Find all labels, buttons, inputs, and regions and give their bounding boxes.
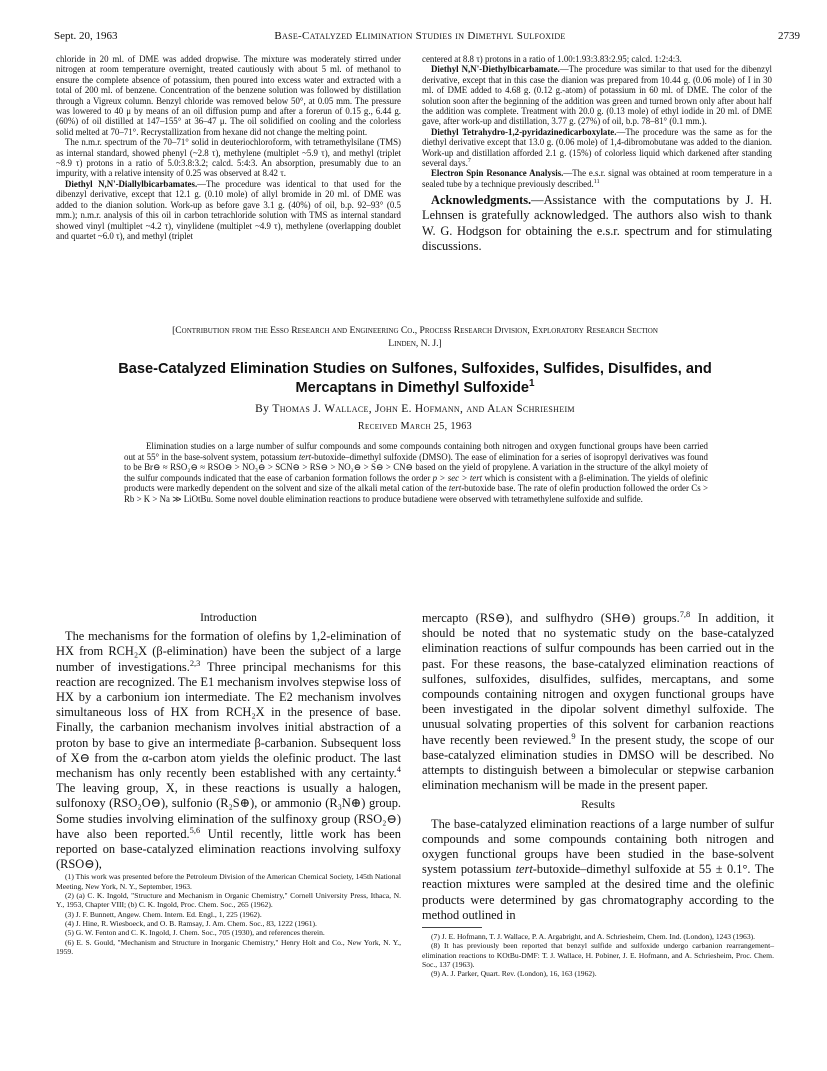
author-line [70, 403, 760, 415]
acknowledgments [422, 193, 772, 254]
abstract [124, 441, 708, 504]
abstract-italic: tert [298, 451, 312, 462]
footnote: (8) It has previously been reported that benzyl sulfide and sulfoxide undergo carbanion rearrangement–elimination reactions to KOtBu-DMF: T. J. Wallace, H. Pobiner, J. E. Hofmann, and A. Schriesheim, Proc. Chem. Soc., 137 (1963). [422, 941, 774, 969]
paragraph [422, 608, 774, 793]
footnote-rule [422, 927, 482, 928]
title-line: Base-Catalyzed Elimination Studies on Sulfones, Sulfoxides, Sulfides, Disulfides, and [118, 361, 712, 377]
contribution-line [70, 325, 760, 350]
footnotes [422, 927, 774, 978]
running-title: Base-Catalyzed Elimination Studies in Dimethyl Sulfoxide [274, 30, 566, 42]
abstract-italic: p > sec > tert [432, 472, 483, 483]
paragraph-italic: tert [515, 862, 533, 877]
footnote: (3) J. F. Bunnett, Angew. Chem. Intern. Ed. Engl., 1, 225 (1962). [65, 909, 262, 919]
footnote: (6) E. S. Gould, "Mechanism and Structure in Inorganic Chemistry," Henry Holt and Co., New York, N. Y., 1959. [56, 937, 401, 956]
introduction-column [56, 611, 401, 956]
subsection-heading: Diethyl N,N'-Diallylbicarbamates. [65, 178, 198, 189]
abstract-italic: tert [448, 483, 462, 493]
running-header [40, 30, 800, 46]
footnote: (5) G. W. Fenton and C. K. Ingold, J. Chem. Soc., 705 (1930), and references therein. [65, 928, 325, 938]
paragraph-text: Three principal mechanisms for this reaction are recognized. The E1 mechanism involves stepwise loss of HX by a carbonium ion intermediate. The E2 mechanism involves simultaneous loss of HX from RCH₂X in the presence of base. Finally, the carbanion mechanism involves initial abstraction of a proton by base to give an intermediate β-carbanion. Subsequent loss of X⊖ from the α-carbon atom yields the olefinic product. The last mechanism has only recently been established with any certainty. [56, 659, 402, 781]
footnote: (1) This work was presented before the Petroleum Division of the American Chemical Society, 145th National Meeting, New York, N. Y., September, 1963. [56, 872, 401, 891]
subsection-heading: Electron Spin Resonance Analysis. [431, 168, 564, 179]
article-title [70, 360, 760, 398]
footnote-ref: 2,3 [189, 657, 201, 668]
paragraph [56, 629, 401, 872]
footnote: (9) A. J. Parker, Quart. Rev. (London), 16, 163 (1962). [431, 969, 597, 979]
paragraph-text: The base-catalyzed elimination reactions of a large number of sulfur compounds and some compounds containing both nitrogen and oxygen functional groups have been studied in the base-solvent system potassium [422, 816, 774, 877]
abstract-text: Elimination studies on a large number of sulfur compounds and some compounds containing both nitrogen and oxygen functional groups have been carried out at 55° in the base-solvent system, potassium [124, 441, 708, 462]
experimental-continued-left [56, 54, 401, 241]
paragraph: centered at 8.8 τ) protons in a ratio of 1.00:1.93:3.83:2.95; calcd. 1:2:4:3. [422, 54, 682, 64]
paragraph-text: In addition, it should be noted that no systematic study on the base-catalyzed elimination reactions of sulfur compounds has been carried out in the past. For these reasons, the base-catalyzed elimination reactions of sulfones, sulfoxides, disulfides, sulfides, mercaptans, and some compounds containing nitrogen and oxygen functional groups have been investigated in the dipolar solvent dimethyl sulfoxide. The unusual solvating properties of this solvent for carbanion reactions have recently been reviewed. [422, 611, 774, 747]
footnote: (2) (a) C. K. Ingold, "Structure and Mechanism in Organic Chemistry," Cornell University Press, Ithaca, N. Y., 1953, Chapter VIII; (b) C. K. Ingold, Proc. Chem. Soc., 265 (1962). [56, 891, 401, 910]
abstract-text: -butoxide–dimethyl sulfoxide (DMSO). The ease of elimination for a series of isopropyl derivatives was found to be Br⊖ ≈ RSO₂⊖ ≈ RSO⊖ > NO₃⊖ > SCN⊖ > RS⊖ > NO₂⊖ > S⊖ > CN⊖ based on the yield of propylene. A variation in the structure of the alkyl moiety of the sulfur compounds indicated that the ease of carbanion formation follows the order [124, 451, 708, 483]
paragraph-text: —The procedure was identical to that used for the dibenzyl derivative, except that 12.1 g. (0.10 mole) of allyl bromide in 20 ml. of DME was added to the dianion solution. Work-up as before gave 3.1 g. (40%) of oil, b.p. 92–93° (0.5 mm.); n.m.r. analysis of this oil in carbon tetrachloride solution with TMS as internal standard showed vinyl (multiplet ~4.2 τ), vinylidene (multiplet ~4.9 τ), methylene (overlapping doublet and quartet ~6.0 τ), and methyl (triplet [56, 178, 402, 241]
by-label: By [255, 403, 270, 415]
page-number: 2739 [778, 30, 800, 42]
paragraph-text: -butoxide–dimethyl sulfoxide at 55 ± 0.1°. The reaction mixtures were sampled at the desired time and the olefinic products were determined by gas chromatography according to the method outlined in [422, 862, 774, 922]
paragraph [422, 817, 774, 923]
paragraph: chloride in 20 ml. of DME was added dropwise. The mixture was moderately stirred under nitrogen at room temperature overnight, treated cautiously with about 5 ml. of methanol to ensure the complete absence of potassium, then poured into excess water and extracted with a total of 200 ml. of benzene. Concentration of the benzene solution was followed by distillation through a Vigreux column. Benzyl chloride was removed below 50°, at 0.05 mm. The pressure was lowered to 40 μ by means of an oil diffusion pump and after a forerun of 0.15 g., 6.44 g. (60%) of oil distilled at 147–155° at 36–47 μ. The oil solidified on cooling and the colorless solid melted at 70–71°. Recrystallization from hexane did not change the melting point. [56, 54, 401, 137]
authors: Thomas J. Wallace, John E. Hofmann, and Alan Schriesheim [272, 403, 575, 415]
received-date: Received March 25, 1963 [357, 421, 473, 432]
paragraph-text: In the present study, the scope of our base-catalyzed elimination studies in DMSO will be described. No attempts to distinguish between a bimolecular or stepwise carbanion elimination mechanism will be made in the present paper. [422, 732, 774, 793]
footnote: (7) J. E. Hofmann, T. J. Wallace, P. A. Argabright, and A. Schriesheim, Chem. Ind. (London), 1243 (1963). [431, 932, 756, 942]
results-column [422, 608, 774, 979]
contribution-location: Linden, N. J.] [388, 337, 442, 349]
paragraph [422, 168, 772, 189]
acknowledgments-heading: Acknowledgments. [431, 193, 532, 208]
acknowledgments-text: —Assistance with the computations by J. H. Lehnsen is gratefully acknowledged. The authors also wish to thank W. G. Hodgson for obtaining the e.s.r. spectrum and for stimulating discussions. [422, 193, 772, 253]
paragraph [56, 179, 401, 241]
paragraph-text: —The e.s.r. signal was obtained at room temperature in a sealed tube by a technique previously described. [422, 168, 773, 189]
paragraph-text: The mechanisms for the formation of olefins by 1,2-elimination of HX from RCH₂X (β-elimination) have been the subject of a large number of investigations. [56, 629, 401, 674]
footnote-ref: 11 [593, 178, 600, 185]
section-heading: Results [581, 799, 615, 812]
experimental-continued-right [422, 54, 772, 254]
contribution-text: [Contribution from the Esso Research and Engineering Co., Process Research Division, Exploratory Research Section [172, 325, 658, 336]
paragraph: The n.m.r. spectrum of the 70–71° solid in deuteriochloroform, with tetramethylsilane (TMS) as internal standard, showed phenyl (~2.8 τ), methylene (multiplet ~5.9 τ), and methyl (triplet ~8.9 τ) protons in a ratio of 5.0:3.8:3.2; calcd. 5:4:3. An absorption, presumably due to an impurity, with a relative intensity of 0.25 was observed at 8.42 τ. [56, 137, 401, 179]
footnote-ref: 7 [467, 158, 471, 165]
footnote-ref: 9 [571, 730, 576, 741]
paragraph [422, 127, 772, 169]
footnote-ref: 5,6 [189, 824, 201, 835]
footnote: (4) J. Hine, R. Wiesboeck, and O. B. Ramsay, J. Am. Chem. Soc., 83, 1222 (1961). [65, 918, 317, 928]
footnote-ref: 7,8 [679, 608, 691, 619]
paragraph-text: The leaving group, X, in these reactions is usually a halogen, sulfonoxy (RSO₂O⊖), sulfonio (R₂S⊕), or ammonio (R₃N⊕) group. Some studies involving elimination of the sulfinoxy group (RSO₂⊖) have also been reported. [56, 781, 401, 841]
footnote-ref: 4 [396, 763, 401, 774]
abstract-text: -butoxide base. The rate of olefin production followed the order Cs > Rb > K > Na ≫ LiOtBu. Some novel double elimination reactions to produce butadiene were observed with tetramethylene sulfoxide and sulfide. [124, 483, 709, 504]
issue-date: Sept. 20, 1963 [54, 30, 118, 42]
subsection-heading: Diethyl N,N'-Diethylbicarbamate. [431, 64, 560, 75]
footnotes [56, 872, 401, 956]
paragraph [422, 64, 772, 126]
paragraph-text: Until recently, little work has been reported on base-catalyzed elimination reactions involving sulfoxy (RSO⊖), [56, 826, 401, 872]
paragraph-text: —The procedure was similar to that used for the dibenzyl derivative, except that in this case the dianion was prepared from 10.44 g. (0.06 mole) of I in 30 ml. of DME added to 4.68 g. (0.12 g.-atom) of potassium in 60 ml. of DME. The color of the solution soon after the beginning of the addition was green and turned brown only after about half the addition was complete. Treatment with 20.0 g. (0.13 mole) of ethyl iodide in 20 ml. of DME gave, after work-up and distillation, 3.77 g. (27%) of oil, b.p. 78–81° (0.1 mm.). [422, 64, 772, 127]
title-line: Mercaptans in Dimethyl Sulfoxide [295, 380, 530, 396]
paragraph-text: —The procedure was the same as for the diethyl derivative except that 13.0 g. (0.06 mole) of 1,4-dibromobutane was added to the dianion. Work-up and distillation afforded 2.1 g. (15%) of colorless liquid which darkened after standing several days. [422, 126, 772, 169]
footnote-ref: 1 [529, 378, 535, 390]
paragraph-text: mercapto (RS⊖), and sulfhydro (SH⊖) groups. [422, 611, 680, 625]
abstract-text: which is consistent with a β-elimination. The yields of olefinic products were markedly dependent on the solvent and size of the alkali metal cation of the [124, 472, 708, 493]
subsection-heading: Diethyl Tetrahydro-1,2-pyridazinedicarboxylate. [431, 126, 617, 137]
section-heading: Introduction [200, 612, 257, 624]
